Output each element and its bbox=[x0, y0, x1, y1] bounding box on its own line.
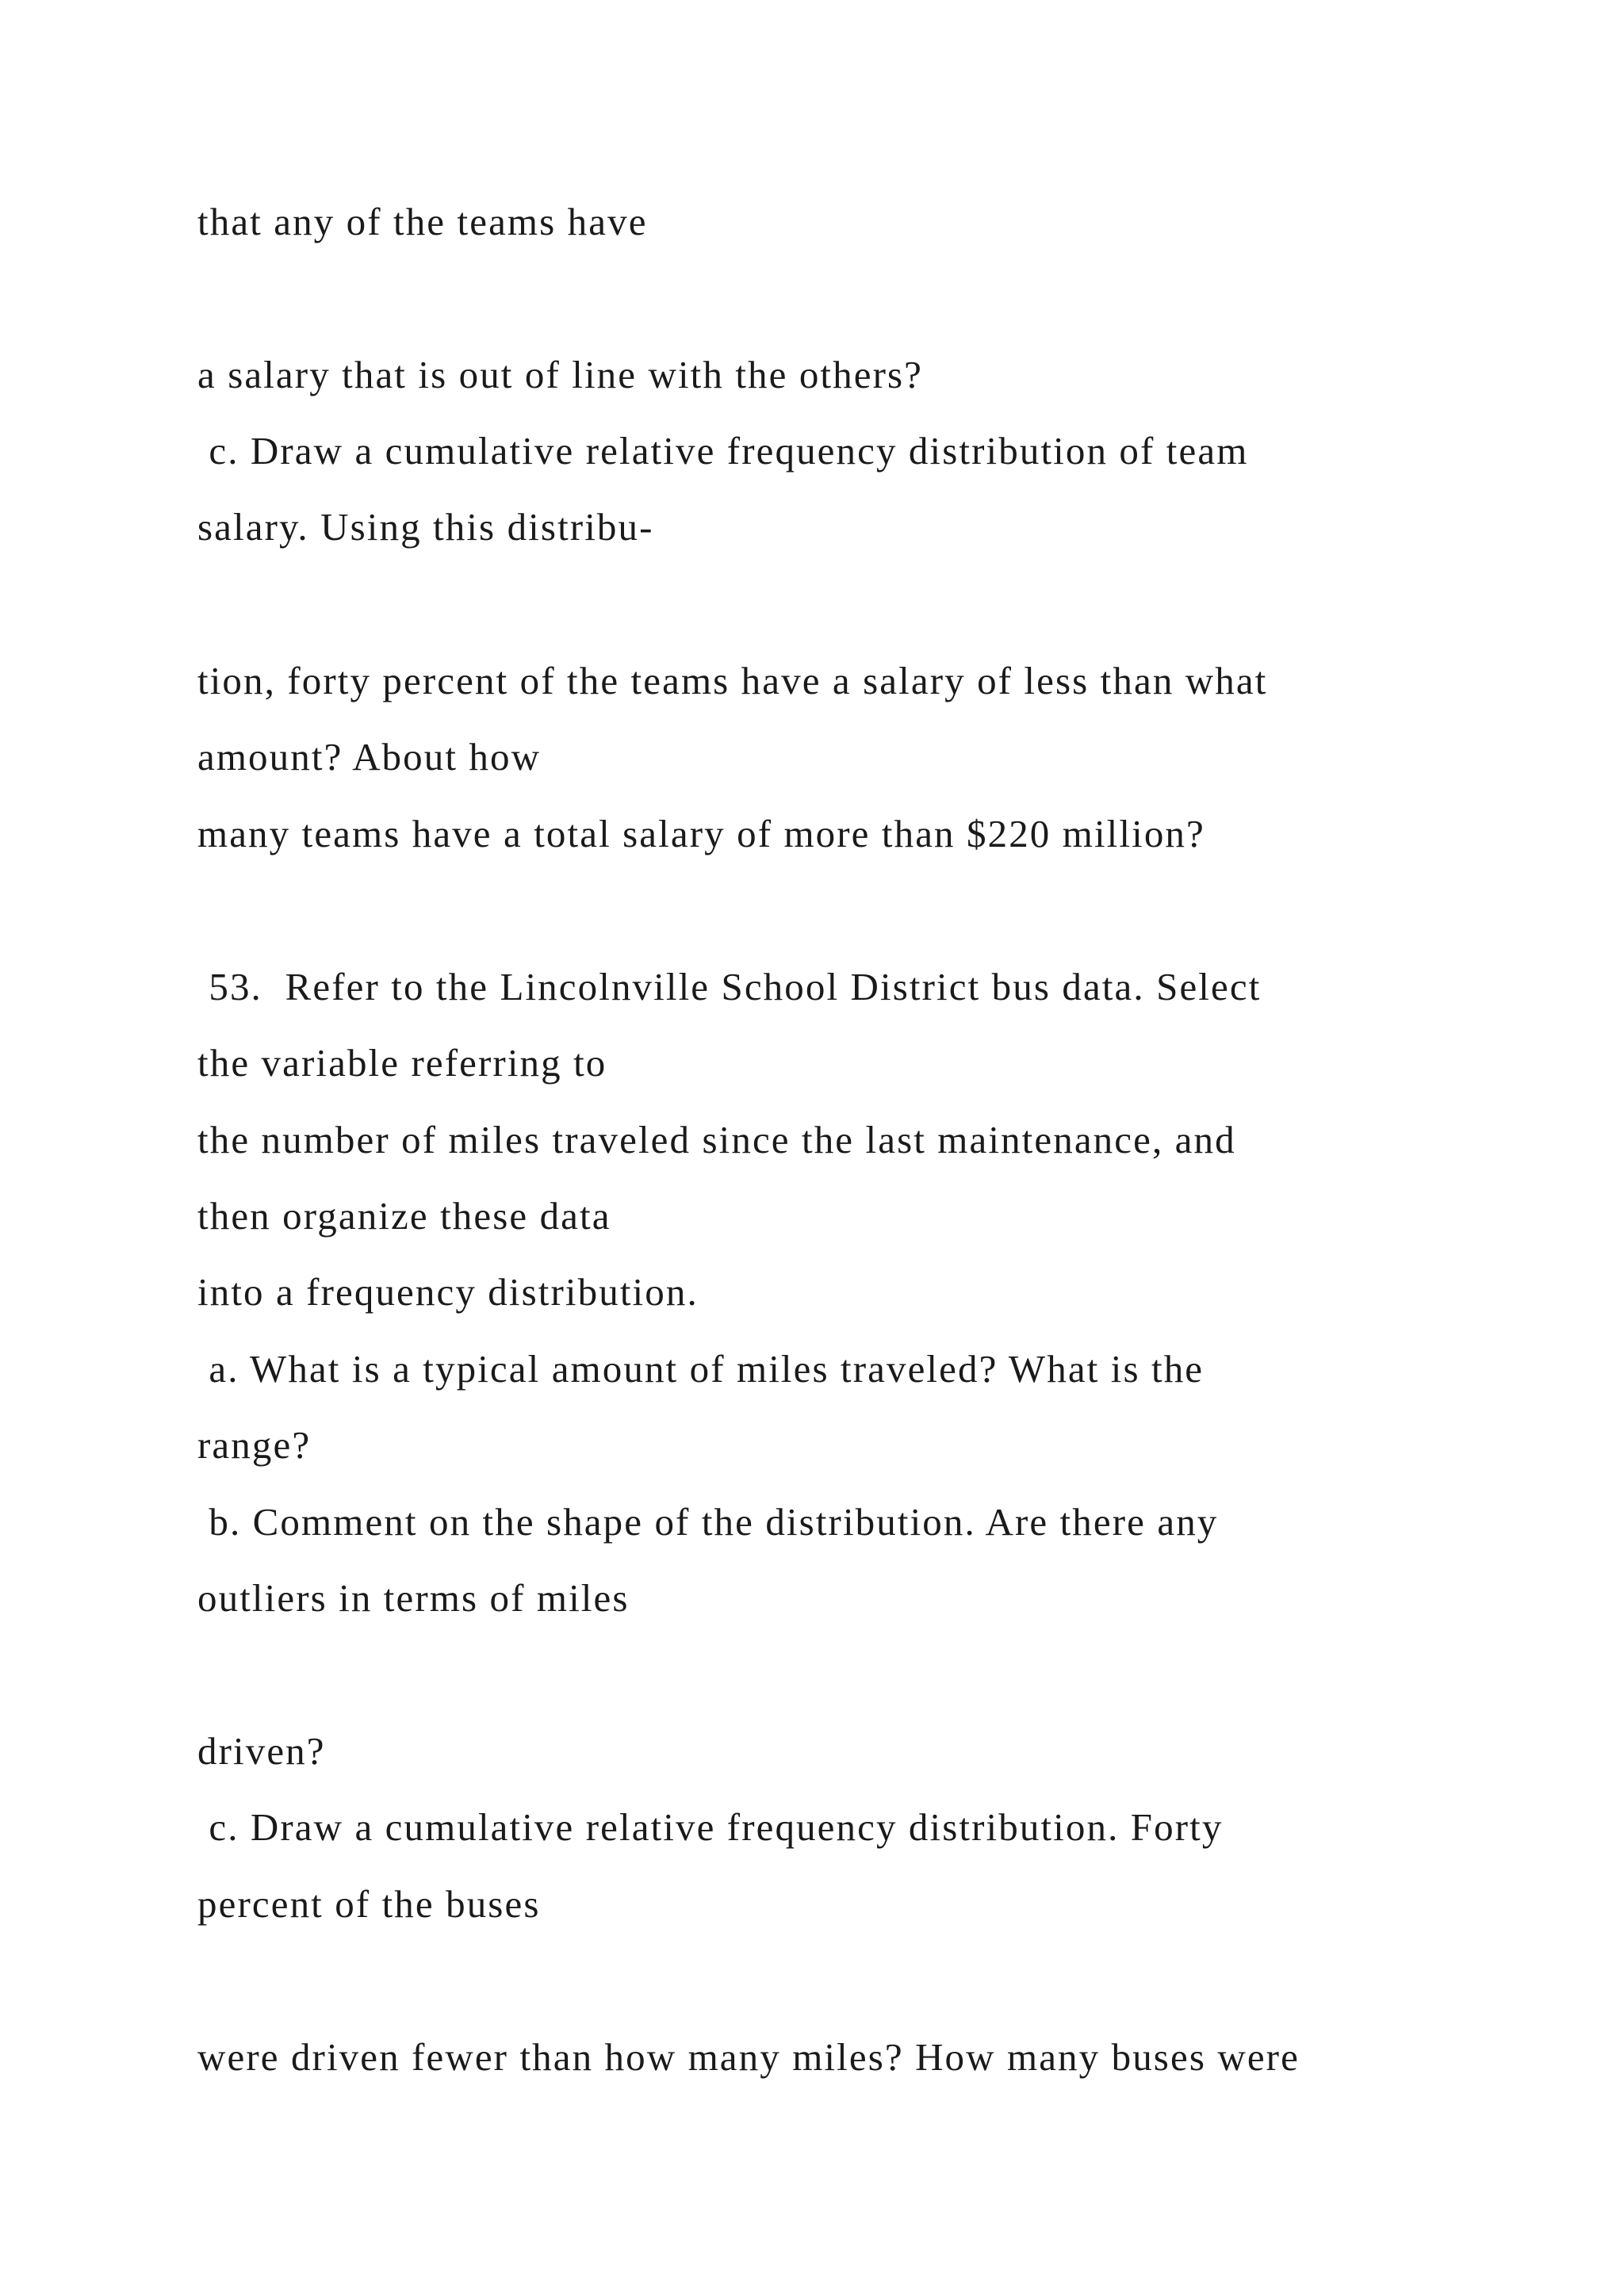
text-line-9: the variable referring to bbox=[197, 1041, 607, 1085]
text-line-7: many teams have a total salary of more than $220 million? bbox=[197, 812, 1205, 855]
text-line-19: percent of the buses bbox=[197, 1882, 541, 1926]
text-line-16: outliers in terms of miles bbox=[197, 1576, 630, 1620]
text-line-14: range? bbox=[197, 1423, 312, 1467]
text-line-6: amount? About how bbox=[197, 735, 542, 779]
text-line-1: that any of the teams have bbox=[197, 200, 648, 243]
text-line-4: salary. Using this distribu- bbox=[197, 505, 654, 549]
text-line-11: then organize these data bbox=[197, 1194, 611, 1238]
text-line-8: 53. Refer to the Lincolnville School District bus data. Select bbox=[197, 965, 1262, 1008]
text-line-20: were driven fewer than how many miles? How many buses were bbox=[197, 2035, 1300, 2079]
text-line-3: c. Draw a cumulative relative frequency distribution of team bbox=[197, 429, 1249, 473]
text-line-12: into a frequency distribution. bbox=[197, 1270, 699, 1314]
text-line-15: b. Comment on the shape of the distribution. Are there any bbox=[197, 1500, 1219, 1544]
text-line-13: a. What is a typical amount of miles traveled? What is the bbox=[197, 1347, 1205, 1391]
text-line-10: the number of miles traveled since the last maintenance, and bbox=[197, 1118, 1236, 1161]
text-line-5: tion, forty percent of the teams have a salary of less than what bbox=[197, 659, 1268, 702]
text-line-2: a salary that is out of line with the others? bbox=[197, 353, 924, 396]
text-line-17: driven? bbox=[197, 1729, 326, 1773]
text-line-18: c. Draw a cumulative relative frequency distribution. Forty bbox=[197, 1805, 1224, 1849]
